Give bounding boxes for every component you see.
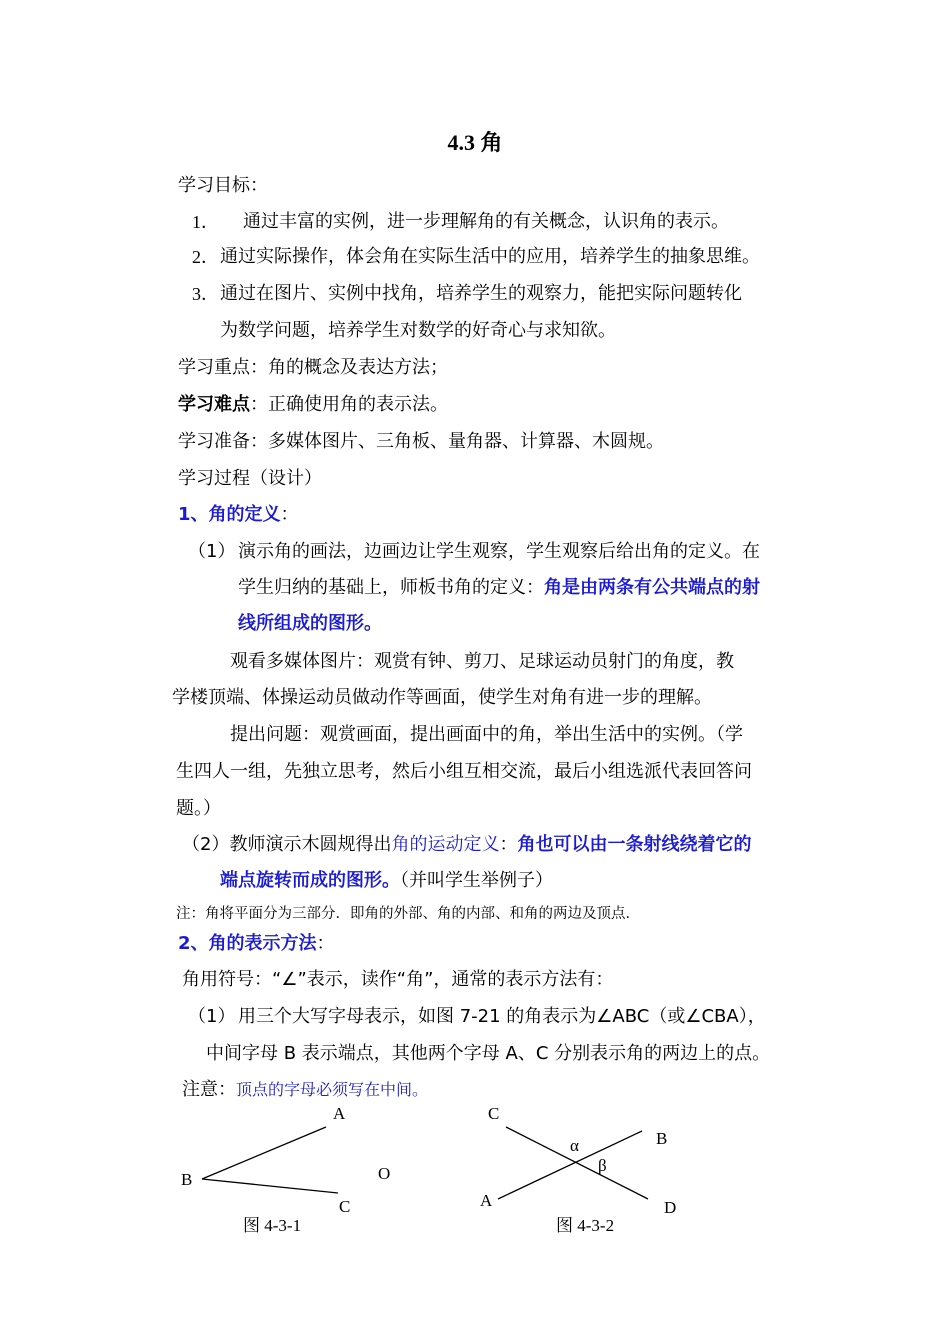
objective-2-text: 通过实际操作，体会角在实际生活中的应用，培养学生的抽象思维。 — [220, 246, 760, 267]
s1p4-colon: ： — [499, 834, 518, 855]
difficulty-label: 学习难点 — [178, 394, 250, 415]
s1p4-line2 — [220, 869, 553, 893]
s1p4-blue-bold: 角也可以由一条射线绕着它的 — [517, 834, 752, 855]
fig1-label-b: B — [181, 1170, 193, 1189]
objective-2-num: 2． — [192, 247, 219, 267]
s1p3-line3: 题。） — [176, 798, 221, 819]
fig2-label-a: A — [480, 1191, 493, 1210]
attention-text: 顶点的字母必须写在中间。 — [236, 1080, 429, 1099]
fig1-label-c: C — [339, 1197, 351, 1216]
s1p2-line1: 观看多媒体图片：观赏有钟、剪刀、足球运动员射门的角度，教 — [230, 651, 734, 672]
fig2-label-alpha: α — [570, 1136, 579, 1155]
difficulty-text: ：正确使用角的表示法。 — [250, 394, 448, 415]
method1-line2: 中间字母 B 表示端点，其他两个字母 A、C 分别表示角的两边上的点。 — [206, 1043, 771, 1064]
key-point: 学习重点：角的概念及表达方法； — [178, 357, 448, 378]
page-title: 4.3 角 — [447, 130, 503, 155]
objective-3-cont: 为数学问题，培养学生对数学的好奇心与求知欲。 — [220, 320, 616, 341]
fig2-label-c: C — [488, 1104, 500, 1123]
objective-1-text: 通过丰富的实例，进一步理解角的有关概念，认识角的表示。 — [243, 211, 729, 232]
s1p4-prefix: （2）教师演示木圆规得出 — [182, 834, 392, 855]
s1p1-line2 — [238, 576, 760, 600]
difficulty-line — [178, 393, 448, 417]
s1p1-num: （1） — [188, 541, 236, 562]
fig2-caption: 图 4-3-2 — [556, 1216, 615, 1235]
section1-heading-line — [178, 503, 299, 527]
section2-heading-line — [178, 932, 335, 956]
fig2-label-beta: β — [598, 1156, 607, 1175]
s1p4-line2-blue: 端点旋转而成的图形。 — [220, 870, 400, 891]
objective-1-num: 1． — [192, 212, 219, 232]
process-heading: 学习过程（设计） — [178, 468, 322, 489]
s1p4-line2-plain: （并叫学生举例子） — [400, 870, 553, 891]
figure-4-3-1 — [170, 1095, 430, 1245]
s1p2-line2: 学楼顶端、体操运动员做动作等画面，使学生对角有进一步的理解。 — [172, 687, 712, 708]
s1p4-blue-plain: 角的运动定义 — [391, 834, 500, 855]
section1-heading: 1、角的定义 — [178, 504, 281, 525]
s1p4-line1 — [182, 833, 751, 857]
fig2-label-d: D — [664, 1198, 677, 1217]
s1p1-line3: 线所组成的图形。 — [238, 613, 382, 634]
s1p1-line1: 演示角的画法，边画边让学生观察，学生观察后给出角的定义。在 — [238, 541, 760, 562]
fig2-label-b: B — [656, 1129, 668, 1148]
objective-3-num: 3． — [192, 284, 219, 304]
objectives-heading: 学习目标： — [178, 175, 268, 196]
preparation: 学习准备：多媒体图片、三角板、量角器、计算器、木圆规。 — [178, 431, 664, 452]
figure-4-3-2 — [470, 1095, 710, 1245]
section1-note: 注：角将平面分为三部分．即角的外部、角的内部、和角的两边及顶点． — [176, 906, 640, 922]
symbol-line: 角用符号：“∠”表示，读作“角”，通常的表示方法有： — [182, 969, 614, 990]
objective-3-text: 通过在图片、实例中找角，培养学生的观察力，能把实际问题转化 — [220, 283, 742, 304]
fig1-caption: 图 4-3-1 — [243, 1216, 302, 1235]
s1p1-line2-blue: 角是由两条有公共端点的射 — [544, 577, 760, 598]
fig1-label-o: O — [378, 1164, 391, 1183]
method1-line1: 用三个大写字母表示，如图 7-21 的角表示为∠ABC（或∠CBA）， — [238, 1006, 766, 1027]
s1p3-line2: 生四人一组，先独立思考，然后小组互相交流，最后小组选派代表回答问 — [176, 761, 752, 782]
section1-colon: ： — [280, 504, 299, 525]
s1p1-line2-plain: 学生归纳的基础上，师板书角的定义： — [238, 577, 544, 598]
s1p3-line1: 提出问题：观赏画面，提出画面中的角，举出生活中的实例。（学 — [230, 724, 743, 745]
section2-heading: 2、角的表示方法 — [178, 933, 317, 954]
attention-label: 注意： — [182, 1079, 236, 1100]
section2-colon: ： — [316, 933, 335, 954]
fig1-ray-ba — [202, 1127, 326, 1179]
fig1-ray-bc — [202, 1179, 338, 1193]
method1-num: （1） — [188, 1006, 236, 1027]
fig1-label-a: A — [333, 1104, 346, 1123]
